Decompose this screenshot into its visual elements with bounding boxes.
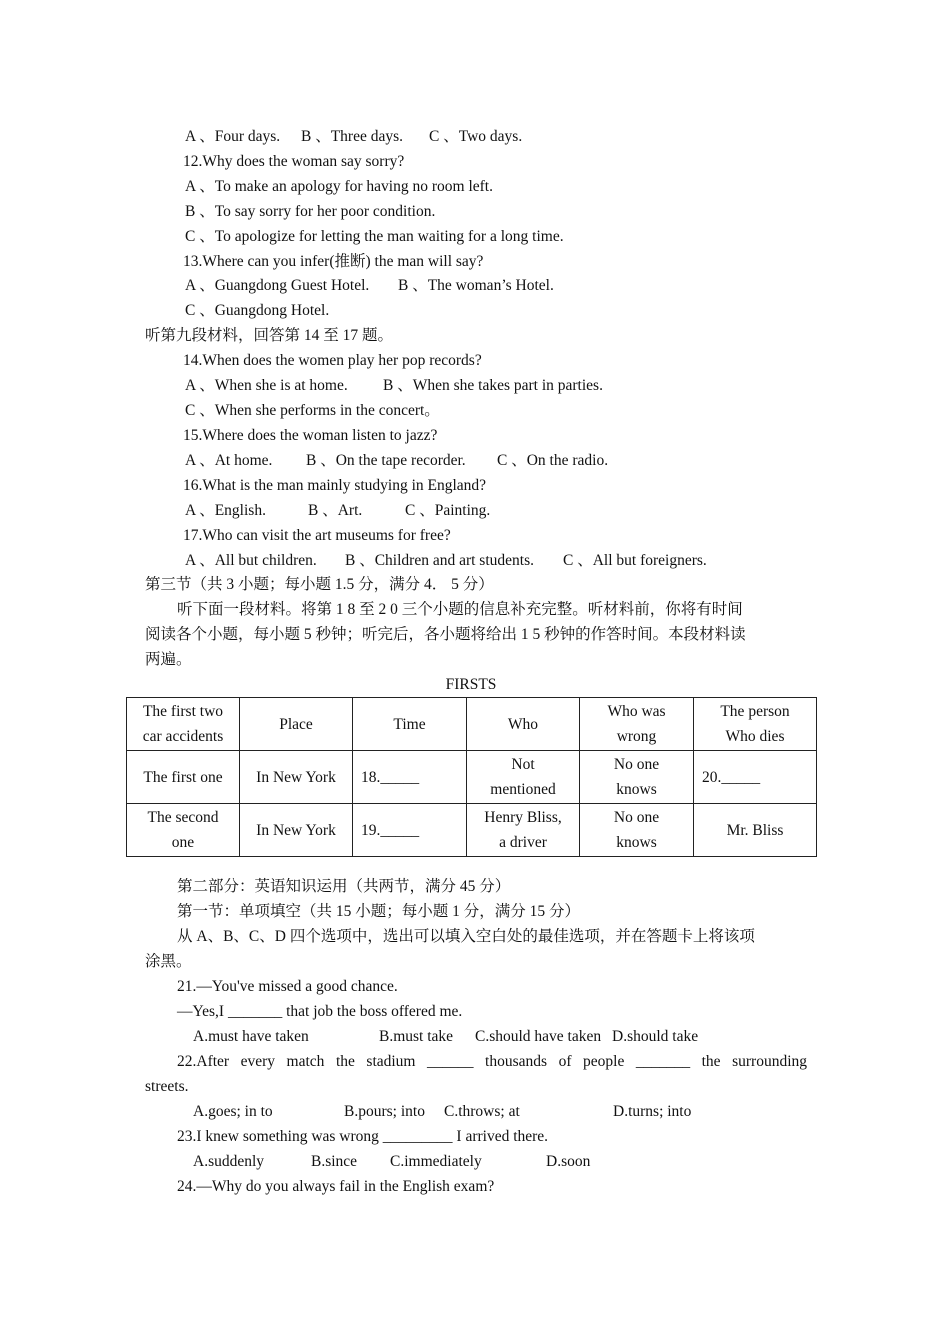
cell-line: Mr. Bliss bbox=[726, 821, 784, 839]
header-first-two-accidents bbox=[127, 698, 240, 751]
q12-option-c: C 、To apologize for letting the man waiting for a long time. bbox=[185, 228, 564, 245]
row2-accident bbox=[127, 804, 240, 857]
q16-option-b: B 、Art. bbox=[308, 502, 363, 519]
cell-line: knows bbox=[616, 781, 657, 798]
header-person-who-dies bbox=[694, 698, 817, 751]
cell-line: one bbox=[171, 834, 195, 851]
row2-who-was-wrong bbox=[580, 804, 694, 857]
q15-stem: 15.Where does the woman listen to jazz? bbox=[183, 427, 438, 444]
cell-line: The second bbox=[147, 809, 219, 826]
section3-instruction-line3: 两遍。 bbox=[145, 651, 192, 668]
q23-option-b: B.since bbox=[311, 1153, 358, 1170]
q21-option-c: C.should have taken bbox=[475, 1028, 602, 1045]
q15-option-c: C 、On the radio. bbox=[497, 452, 609, 469]
q16-option-a: A 、English. bbox=[185, 502, 266, 519]
cell-line: No one bbox=[613, 809, 660, 826]
q14-stem: 14.When does the women play her pop records? bbox=[183, 352, 482, 369]
q21-option-b: B.must take bbox=[379, 1028, 454, 1045]
q23-option-d: D.soon bbox=[546, 1153, 591, 1170]
row2-place bbox=[240, 804, 353, 857]
q13-option-a: A 、Guangdong Guest Hotel. bbox=[185, 277, 370, 294]
cell-line: No one bbox=[613, 756, 660, 773]
q13-stem: 13.Where can you infer(推断) the man will say? bbox=[183, 253, 484, 270]
q21-line2: —Yes,I _______ that job the boss offered me. bbox=[177, 1003, 463, 1020]
q13-option-c: C 、Guangdong Hotel. bbox=[185, 302, 330, 319]
table-header-row bbox=[127, 698, 817, 751]
q16-option-c: C 、Painting. bbox=[405, 502, 491, 519]
q23-option-a: A.suddenly bbox=[193, 1153, 265, 1170]
part2-instruction-line2: 涂黑。 bbox=[145, 953, 192, 970]
header-place bbox=[240, 698, 353, 751]
q12-stem: 12.Why does the woman say sorry? bbox=[183, 153, 405, 170]
header-time bbox=[353, 698, 467, 751]
cell-line: In New York bbox=[256, 768, 336, 786]
cell-line: a driver bbox=[499, 834, 547, 851]
q22-option-b: B.pours; into bbox=[344, 1103, 425, 1120]
q11-option-a: A 、Four days. bbox=[185, 128, 281, 145]
header-cell-line: Who dies bbox=[725, 728, 785, 745]
row1-place bbox=[240, 751, 353, 804]
cell-line: The first one bbox=[143, 768, 223, 786]
row1-time-blank bbox=[353, 751, 467, 804]
row1-who bbox=[467, 751, 580, 804]
q22-line1: 22.After every match the stadium ______ thousands of people _______ the surrounding bbox=[177, 1053, 807, 1070]
q22-option-d: D.turns; into bbox=[613, 1103, 692, 1120]
q11-option-c: C 、Two days. bbox=[429, 128, 523, 145]
section3-instruction-line1: 听下面一段材料。将第 1 8 至 2 0 三个小题的信息补充完整。听材料前，你将有时间 bbox=[177, 601, 743, 618]
row2-person-dies bbox=[694, 804, 817, 857]
firsts-table bbox=[126, 697, 817, 857]
row2-who bbox=[467, 804, 580, 857]
q11-option-b: B 、Three days. bbox=[301, 128, 404, 145]
cell-line: In New York bbox=[256, 821, 336, 839]
q22-line2: streets. bbox=[145, 1078, 189, 1095]
q22-option-a: A.goes; in to bbox=[193, 1103, 273, 1120]
header-cell-line: wrong bbox=[616, 728, 657, 745]
header-cell-line: The person bbox=[720, 703, 790, 720]
cell-line: Not bbox=[511, 756, 535, 773]
q12-option-a: A 、To make an apology for having no room left. bbox=[185, 178, 493, 195]
q15-option-b: B 、On the tape recorder. bbox=[306, 452, 466, 469]
q14-option-b: B 、When she takes part in parties. bbox=[383, 377, 603, 394]
q21-line1: 21.—You've missed a good chance. bbox=[177, 978, 398, 995]
q14-option-c: C 、When she performs in the concert。 bbox=[185, 402, 440, 419]
row1-who-was-wrong bbox=[580, 751, 694, 804]
section3-instruction-line2: 阅读各个小题，每小题 5 秒钟；听完后，各小题将给出 1 5 秒钟的作答时间。本段材料读 bbox=[145, 626, 746, 643]
firsts-table-caption: FIRSTS bbox=[445, 676, 497, 693]
cell-line: 18._____ bbox=[361, 768, 420, 786]
header-who bbox=[467, 698, 580, 751]
cell-line: 19._____ bbox=[361, 821, 420, 839]
q14-option-a: A 、When she is at home. bbox=[185, 377, 348, 394]
q17-stem: 17.Who can visit the art museums for free? bbox=[183, 527, 451, 544]
row1-accident bbox=[127, 751, 240, 804]
part2-title: 第二部分：英语知识运用（共两节，满分 45 分） bbox=[177, 878, 511, 895]
header-cell-line: Who was bbox=[607, 703, 666, 720]
header-cell-line: car accidents bbox=[142, 728, 224, 745]
cell-line: knows bbox=[616, 834, 657, 851]
q24-stem: 24.—Why do you always fail in the English exam? bbox=[177, 1178, 495, 1195]
header-who-was-wrong bbox=[580, 698, 694, 751]
cell-line: Henry Bliss, bbox=[484, 809, 562, 826]
row1-person-dies-blank bbox=[694, 751, 817, 804]
table-row bbox=[127, 804, 817, 857]
cell-line: 20._____ bbox=[702, 768, 761, 786]
q17-option-c: C 、All but foreigners. bbox=[563, 552, 707, 569]
header-cell-line: Who bbox=[507, 715, 539, 733]
part2-section1-title: 第一节：单项填空（共 15 小题；每小题 1 分，满分 15 分） bbox=[177, 903, 581, 920]
q15-option-a: A 、At home. bbox=[185, 452, 273, 469]
header-cell-line: Time bbox=[393, 715, 426, 733]
header-cell-line: Place bbox=[279, 715, 313, 733]
section3-title: 第三节（共 3 小题；每小题 1.5 分，满分 4． 5 分） bbox=[145, 576, 494, 593]
q17-option-a: A 、All but children. bbox=[185, 552, 317, 569]
q21-option-d: D.should take bbox=[612, 1028, 699, 1045]
table-row bbox=[127, 751, 817, 804]
q21-option-a: A.must have taken bbox=[193, 1028, 309, 1045]
header-cell-line: The first two bbox=[142, 703, 224, 720]
row2-time-blank bbox=[353, 804, 467, 857]
q16-stem: 16.What is the man mainly studying in England? bbox=[183, 477, 487, 494]
section9-intro: 听第九段材料，回答第 14 至 17 题。 bbox=[145, 327, 394, 344]
cell-line: mentioned bbox=[490, 781, 556, 798]
q13-option-b: B 、The woman’s Hotel. bbox=[398, 277, 554, 294]
part2-instruction-line1: 从 A、B、C、D 四个选项中，选出可以填入空白处的最佳选项，并在答题卡上将该项 bbox=[177, 928, 755, 945]
q23-option-c: C.immediately bbox=[390, 1153, 482, 1170]
q12-option-b: B 、To say sorry for her poor condition. bbox=[185, 203, 436, 220]
q22-option-c: C.throws; at bbox=[444, 1103, 520, 1120]
q23-stem: 23.I knew something was wrong _________ I arrived there. bbox=[177, 1128, 549, 1145]
q17-option-b: B 、Children and art students. bbox=[345, 552, 534, 569]
